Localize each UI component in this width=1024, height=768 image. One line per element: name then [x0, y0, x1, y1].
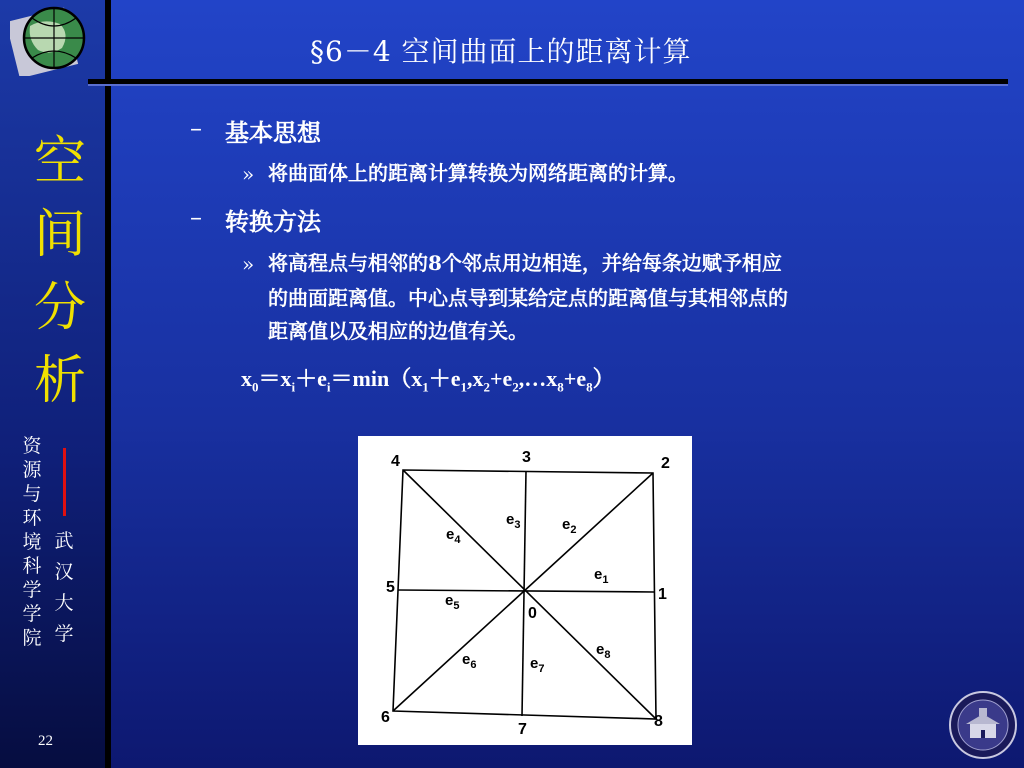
university-char: 汉	[54, 561, 74, 583]
edge-label-e3: $e_3$	[506, 511, 521, 531]
department-char: 科	[22, 555, 42, 577]
globe-icon	[10, 4, 88, 76]
edge-line	[398, 590, 654, 592]
edge-line	[522, 471, 526, 716]
edge-line	[403, 470, 656, 719]
bullet-text-method-line-2: 的曲面距离值。中心点导到某给定点的距离值与其相邻点的	[268, 286, 788, 310]
department-char: 学	[22, 579, 42, 601]
edge-label-e4: $e_4$	[446, 526, 461, 546]
red-accent-bar	[63, 448, 66, 516]
sidebar-title-char: 分	[33, 278, 86, 338]
department-char: 院	[22, 627, 42, 649]
department-char: 学	[22, 603, 42, 625]
sub-bullet-marker: »	[242, 162, 255, 186]
page-number: 22	[38, 733, 53, 749]
edge-label-e5: $e_5$	[445, 592, 460, 612]
edge-label-e7: $e_7$	[530, 655, 545, 675]
sub-bullet-marker: »	[242, 252, 255, 276]
department-char: 境	[22, 531, 42, 553]
distance-formula: $x_0=x_i+e_i=\min(x_1+e_1,x_2+e_2,\dots x_8+e_8)$	[241, 366, 615, 395]
node-label-5: 5	[386, 579, 395, 596]
edge-label-e8: $e_8$	[596, 641, 611, 661]
university-char: 学	[54, 623, 74, 645]
sidebar-title	[28, 126, 92, 418]
edge-label-e2: $e_2$	[562, 516, 577, 536]
grid-network-diagram	[358, 436, 692, 745]
bullet-text-basic-idea: 将曲面体上的距离计算转换为网络距离的计算。	[268, 161, 688, 185]
node-label-7: 7	[518, 721, 527, 738]
node-label-8: 8	[654, 713, 663, 730]
bullet-text-method-line-1: 将高程点与相邻的8个邻点用边相连，并给每条边赋予相应	[268, 251, 782, 275]
university-char: 大	[54, 592, 74, 614]
department-char: 资	[22, 435, 42, 457]
university-logo	[948, 690, 1018, 760]
node-label-4: 4	[391, 453, 400, 470]
edge-label-e6: $e_6$	[462, 651, 477, 671]
slide-title: §6－4 空间曲面上的距离计算	[310, 35, 692, 68]
title-underline-highlight	[88, 84, 1008, 86]
bullet-heading-method: 转换方法	[225, 207, 321, 236]
sidebar-title-char: 空	[33, 132, 86, 192]
university-name	[50, 526, 78, 650]
node-label-2: 2	[661, 455, 670, 472]
node-label-1: 1	[658, 586, 667, 603]
edge-label-e1: $e_1$	[594, 566, 609, 586]
node-label-0: 0	[528, 605, 537, 622]
department-name	[18, 434, 46, 650]
department-char: 与	[22, 483, 42, 505]
department-char: 源	[22, 459, 42, 481]
department-char: 环	[22, 507, 42, 529]
bullet-text-method-line-3: 距离值以及相应的边值有关。	[268, 319, 528, 343]
university-char: 武	[54, 530, 74, 552]
bullet-dash: –	[190, 203, 202, 231]
node-label-3: 3	[522, 449, 531, 466]
bullet-heading-basic-idea: 基本思想	[225, 118, 321, 147]
bullet-dash: –	[190, 114, 202, 142]
sidebar-title-char: 间	[33, 205, 86, 265]
vertical-divider	[105, 0, 111, 768]
sidebar-title-char: 析	[33, 351, 86, 411]
node-label-6: 6	[381, 709, 390, 726]
